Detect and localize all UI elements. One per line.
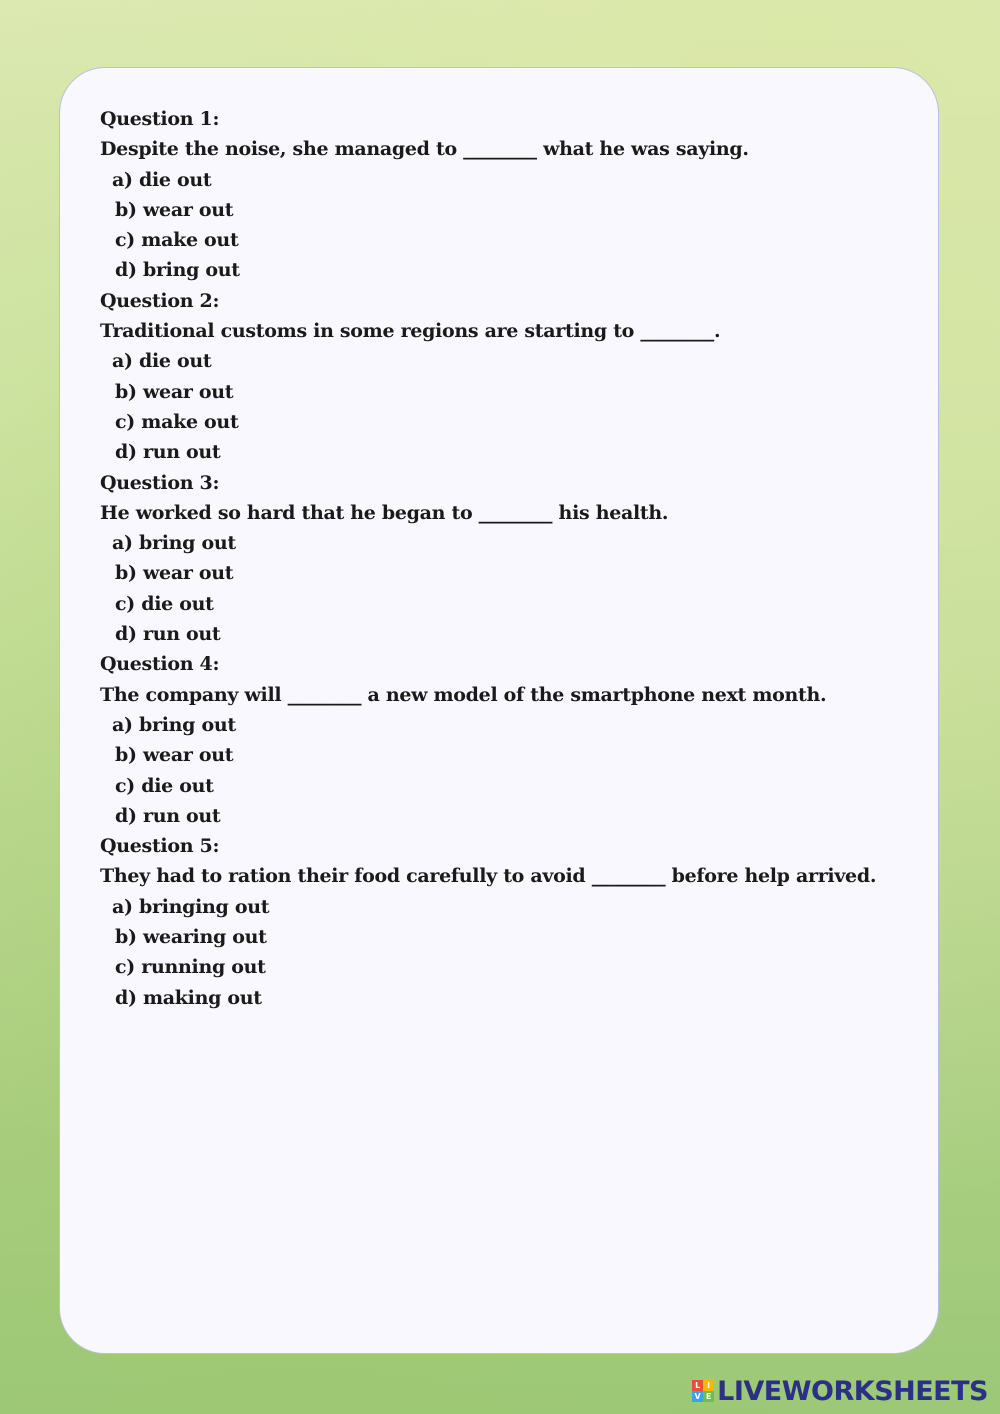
question-5-option-c[interactable]: c) running out — [115, 956, 266, 979]
question-1-text: Despite the noise, she managed to ________ what he was saying. — [100, 138, 749, 161]
liveworksheets-brand[interactable] — [692, 1376, 988, 1406]
question-4-text: The company will ________ a new model of the smartphone next month. — [100, 683, 827, 706]
question-1-option-b[interactable]: b) wear out — [115, 198, 234, 221]
question-4-option-a[interactable]: a) bring out — [112, 713, 236, 736]
question-3-option-a[interactable]: a) bring out — [112, 532, 236, 555]
brand-name: LIVEWORKSHEETS — [717, 1375, 988, 1407]
question-3-option-d[interactable]: d) run out — [115, 623, 221, 646]
question-2-option-d[interactable]: d) run out — [115, 441, 221, 464]
question-2-text: Traditional customs in some regions are starting to ________. — [100, 320, 721, 343]
question-1-option-c[interactable]: c) make out — [115, 229, 239, 252]
logo-letter-v: V — [692, 1391, 703, 1402]
question-2-option-a[interactable]: a) die out — [112, 350, 212, 373]
question-1-option-a[interactable]: a) die out — [112, 168, 212, 191]
question-1-title: Question 1: — [100, 108, 220, 130]
question-1-option-d[interactable]: d) bring out — [115, 259, 240, 282]
logo-letter-e: E — [703, 1391, 714, 1402]
question-4-option-d[interactable]: d) run out — [115, 804, 221, 827]
question-5-text: They had to ration their food carefully to avoid ________ before help arrived. — [100, 865, 877, 888]
question-4-option-c[interactable]: c) die out — [115, 774, 214, 797]
question-4-title: Question 4: — [100, 653, 220, 676]
question-5-title: Question 5: — [100, 835, 220, 858]
question-3-option-c[interactable]: c) die out — [115, 592, 214, 615]
question-2-option-b[interactable]: b) wear out — [115, 380, 234, 403]
question-5-option-a[interactable]: a) bringing out — [112, 895, 270, 918]
liveworksheets-logo-icon — [692, 1380, 714, 1402]
question-3-text: He worked so hard that he began to ________ his health. — [100, 501, 669, 524]
logo-letter-l: L — [692, 1380, 703, 1391]
question-5-option-d[interactable]: d) making out — [115, 986, 262, 1009]
question-3-option-b[interactable]: b) wear out — [115, 562, 234, 585]
question-2-option-c[interactable]: c) make out — [115, 410, 239, 433]
question-list — [100, 104, 920, 1013]
logo-letter-i: I — [703, 1380, 714, 1391]
question-5-option-b[interactable]: b) wearing out — [115, 926, 267, 949]
question-3-title: Question 3: — [100, 471, 220, 494]
question-2-title: Question 2: — [100, 289, 220, 312]
question-4-option-b[interactable]: b) wear out — [115, 744, 234, 767]
